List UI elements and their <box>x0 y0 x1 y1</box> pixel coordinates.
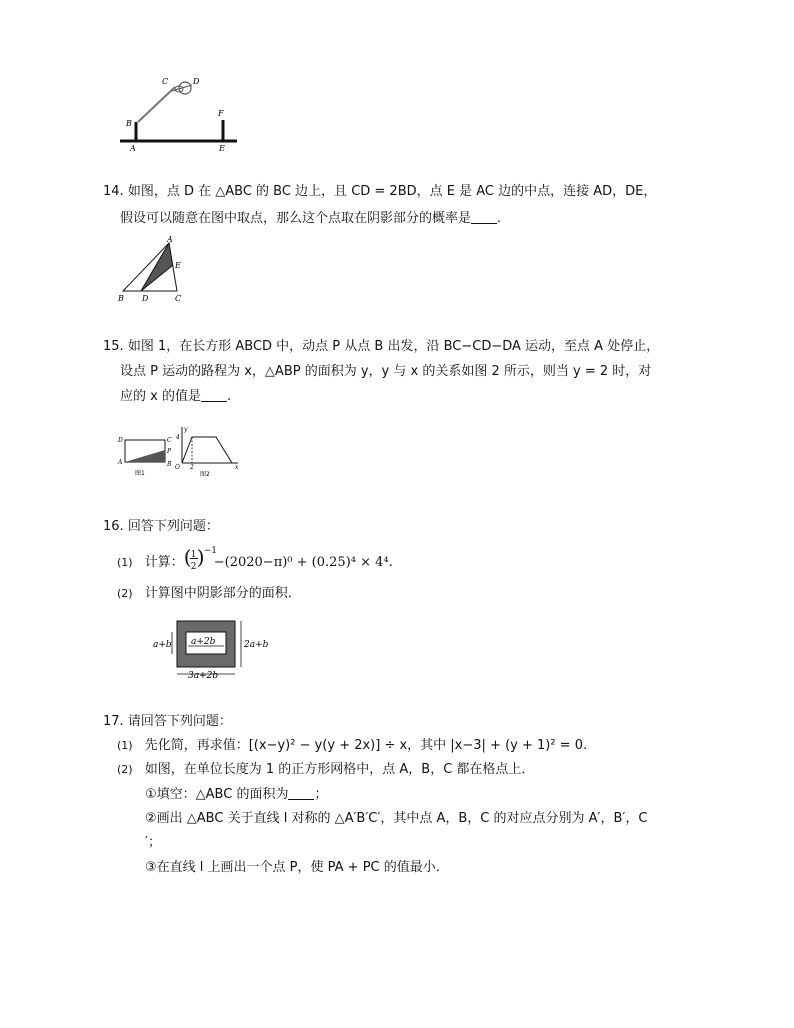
q16-part2-text: 计算图中阴影部分的面积． <box>144 586 301 601</box>
figure-q15-graph <box>172 423 244 481</box>
answer-blank[interactable] <box>201 387 227 402</box>
q17-part1-text: 先化简，再求值：[(x−y)² − y(y + 2x)] ÷ x，其中 |x−3| + (y + 1)² = 0. <box>144 738 588 753</box>
answer-blank[interactable] <box>288 785 314 800</box>
q17-part2-text: 如图，在单位长度为 1 的正方形网格中，点 A，B，C 都在格点上． <box>144 762 535 777</box>
q17-number: 17. <box>103 714 124 729</box>
label-e: E <box>175 261 181 270</box>
bracket-right: ) <box>196 545 205 569</box>
q16-part1-expression: −(2020−π)⁰ + (0.25)⁴ × 4⁴. <box>213 555 393 570</box>
q14-text-2-end: . <box>497 211 502 226</box>
q17-sub2-continued <box>145 832 161 854</box>
q17-sub2-text: ②画出 △ABC 关于直线 l 对称的 △A′B′C′，其中点 A，B，C 的对应点分别为 A′，B′，C <box>145 811 648 826</box>
q16-part2 <box>117 583 301 605</box>
label-p: P <box>167 448 172 455</box>
label-left: a+b <box>153 640 172 650</box>
label-c: C <box>167 437 172 444</box>
answer-blank[interactable] <box>471 209 497 224</box>
q14-text-2: 假设可以随意在图中取点，那么这个点取在阴影部分的概率是 <box>120 211 472 226</box>
tick-4: 4 <box>176 434 180 441</box>
q15-line3 <box>120 386 231 408</box>
q17-sub1-end: ； <box>314 787 328 802</box>
q14-number: 14. <box>103 184 124 199</box>
label-x: x <box>235 464 239 471</box>
q17-sub2-cont-text: ′； <box>145 835 161 850</box>
label-origin: O <box>175 464 180 471</box>
q16-part1 <box>117 545 393 574</box>
figure-q13 <box>115 70 255 155</box>
q17-part2 <box>117 759 534 781</box>
label-a: A <box>130 144 136 153</box>
label-c: C <box>162 77 169 86</box>
function-graph <box>182 437 232 463</box>
bracket-left: ( <box>183 545 192 569</box>
shaded-triangle <box>125 450 165 462</box>
q16-part1-number: (1) <box>117 556 133 569</box>
q17-part1-number: (1) <box>117 739 133 752</box>
q16-part1-text: 计算： <box>144 555 184 570</box>
half-inverse <box>183 545 218 572</box>
label-right: 2a+b <box>244 640 269 650</box>
label-inner: a+2b <box>191 637 216 647</box>
q17-part2-number: (2) <box>117 763 133 776</box>
label-b: B <box>167 461 172 468</box>
figure-q16-frame <box>150 615 275 685</box>
label-a: A <box>167 235 173 244</box>
q15-text-3: 应的 x 的值是 <box>120 389 201 404</box>
q14-line1 <box>103 181 656 203</box>
q15-number: 15. <box>103 339 124 354</box>
q16-part2-number: (2) <box>117 587 133 600</box>
label-b: B <box>118 294 124 303</box>
label-d: D <box>118 437 123 444</box>
q15-line2 <box>120 361 651 383</box>
figure-q14-triangle <box>115 235 195 305</box>
label-b: B <box>126 119 132 128</box>
q15-line1 <box>103 336 659 358</box>
q17-part1 <box>117 735 587 757</box>
q17-sub3-text: ③在直线 l 上画出一个点 P，使 PA + PC 的值最小． <box>145 860 449 875</box>
label-d: D <box>193 77 200 86</box>
caption-fig2: 图2 <box>200 471 210 478</box>
tick-2: 2 <box>190 464 194 471</box>
label-f: F <box>218 109 224 118</box>
fraction-denominator: 2 <box>190 562 197 572</box>
q14-text-1: 如图，点 D 在 △ABC 的 BC 边上，且 CD = 2BD，点 E 是 AC 边的中点，连接 AD，DE， <box>127 184 657 199</box>
fraction-numerator: 1 <box>190 550 197 560</box>
q14-line2 <box>120 208 501 230</box>
q17-title: 请回答下列问题： <box>127 714 232 729</box>
label-bottom: 3a+2b <box>188 671 219 681</box>
q17-sub1-text: ①填空：△ABC 的面积为 <box>145 787 289 802</box>
q17-sub3 <box>145 857 449 879</box>
q16-header <box>103 516 219 538</box>
label-c: C <box>175 294 182 303</box>
q17-sub2 <box>145 808 647 830</box>
q17-header <box>103 711 232 733</box>
q15-text-3-end: . <box>226 389 232 404</box>
label-e: E <box>219 144 225 153</box>
q15-text-1: 如图 1，在长方形 ABCD 中，动点 P 从点 B 出发，沿 BC−CD−DA 运动，至点 A 处停止， <box>127 339 660 354</box>
label-a: A <box>118 459 123 466</box>
q16-title: 回答下列问题： <box>127 519 219 534</box>
caption-fig1: 图1 <box>135 470 145 477</box>
label-d: D <box>142 294 149 303</box>
q16-number: 16. <box>103 519 124 534</box>
label-y: y <box>184 426 188 433</box>
exponent: −1 <box>203 546 218 556</box>
arm <box>138 87 175 122</box>
q17-sub1 <box>145 784 327 806</box>
figure-q15-rectangle <box>115 430 175 480</box>
q15-text-2: 设点 P 运动的路程为 x，△ABP 的面积为 y，y 与 x 的关系如图 2 所示，则当 y = 2 时，对 <box>120 364 652 379</box>
